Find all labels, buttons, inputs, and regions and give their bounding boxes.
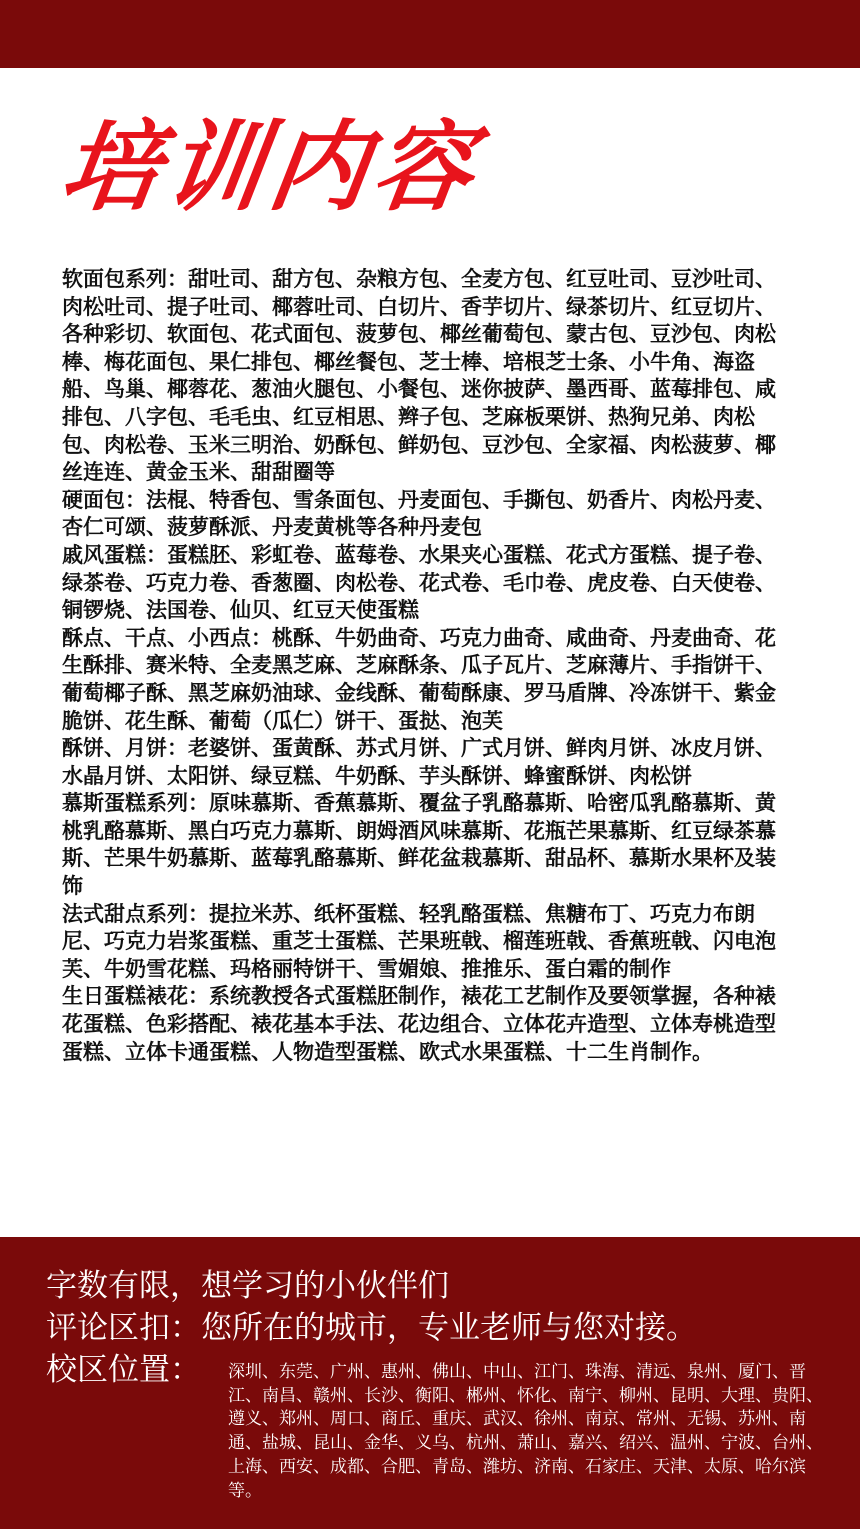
section-chiffon-cake: 戚风蛋糕：蛋糕胚、彩虹卷、蓝莓卷、水果夹心蛋糕、花式方蛋糕、提子卷、绿茶卷、巧克力卷、香葱圈、肉松卷、花式卷、毛巾卷、虎皮卷、白天使卷、铜锣烧、法国卷、仙贝、红豆天使蛋糕 <box>62 542 776 623</box>
footer-line-2: 评论区扣：您所在的城市，专业老师与您对接。 <box>46 1310 697 1346</box>
section-soft-bread: 软面包系列：甜吐司、甜方包、杂粮方包、全麦方包、红豆吐司、豆沙吐司、肉松吐司、提子吐司、椰蓉吐司、白切片、香芋切片、绿茶切片、红豆切片、各种彩切、软面包、花式面包、菠萝包、椰丝葡萄包、蒙古包、豆沙包、肉松棒、梅花面包、果仁排包、椰丝餐包、芝士棒、培根芝士条、小牛角、海盗船、鸟巢、椰蓉花、葱油火腿包、小餐包、迷你披萨、墨西哥、蓝莓排包、咸排包、八字包、毛毛虫、红豆相思、辫子包、芝麻板栗饼、热狗兄弟、肉松包、肉松卷、玉米三明治、奶酥包、鲜奶包、豆沙包、全家福、肉松菠萝、椰丝连连、黄金玉米、甜甜圈等 <box>62 267 776 485</box>
section-pastry-snacks: 酥点、干点、小西点：桃酥、牛奶曲奇、巧克力曲奇、咸曲奇、丹麦曲奇、花生酥排、赛米特、全麦黑芝麻、芝麻酥条、瓜子瓦片、芝麻薄片、手指饼干、葡萄椰子酥、黑芝麻奶油球、金线酥、葡萄酥康、罗马盾牌、冷冻饼干、紫金脆饼、花生酥、葡萄（瓜仁）饼干、蛋挞、泡芙 <box>62 625 776 733</box>
campus-label: 校区位置： <box>46 1352 201 1388</box>
footer-line-1: 字数有限，想学习的小伙伴们 <box>46 1268 449 1304</box>
campus-list: 深圳、东莞、广州、惠州、佛山、中山、江门、珠海、清远、泉州、厦门、晋江、南昌、赣州、长沙、衡阳、郴州、怀化、南宁、柳州、昆明、大理、贵阳、遵义、郑州、周口、商丘、重庆、武汉、徐州、南京、常州、无锡、苏州、南通、盐城、昆山、金华、义乌、杭州、萧山、嘉兴、绍兴、温州、宁波、台州、上海、西安、成都、合肥、青岛、潍坊、济南、石家庄、天津、太原、哈尔滨等。 <box>228 1362 823 1501</box>
page-title: 培训内容 <box>53 111 487 225</box>
section-french-desserts: 法式甜点系列：提拉米苏、纸杯蛋糕、轻乳酪蛋糕、焦糖布丁、巧克力布朗尼、巧克力岩浆蛋糕、重芝士蛋糕、芒果班戟、榴莲班戟、香蕉班戟、闪电泡芙、牛奶雪花糕、玛格丽特饼干、雪媚娘、推推乐、蛋白霜的制作 <box>62 901 776 981</box>
section-mousse-cake: 慕斯蛋糕系列：原味慕斯、香蕉慕斯、覆盆子乳酪慕斯、哈密瓜乳酪慕斯、黄桃乳酪慕斯、黑白巧克力慕斯、朗姆酒风味慕斯、花瓶芒果慕斯、红豆绿茶慕斯、芒果牛奶慕斯、蓝莓乳酪慕斯、鲜花盆栽慕斯、甜品杯、慕斯水果杯及装饰 <box>62 791 776 899</box>
footer-panel <box>0 1237 860 1529</box>
course-content <box>62 266 790 1066</box>
section-birthday-cake-decoration: 生日蛋糕裱花：系统教授各式蛋糕胚制作，裱花工艺制作及要领掌握，各种裱花蛋糕、色彩搭配、裱花基本手法、花边组合、立体花卉造型、立体寿桃造型蛋糕、立体卡通蛋糕、人物造型蛋糕、欧式水果蛋糕、十二生肖制作。 <box>62 984 776 1064</box>
section-hard-bread: 硬面包：法棍、特香包、雪条面包、丹麦面包、手撕包、奶香片、肉松丹麦、杏仁可颂、菠萝酥派、丹麦黄桃等各种丹麦包 <box>62 487 776 540</box>
top-banner <box>0 0 860 68</box>
section-mooncakes: 酥饼、月饼：老婆饼、蛋黄酥、苏式月饼、广式月饼、鲜肉月饼、冰皮月饼、水晶月饼、太阳饼、绿豆糕、牛奶酥、芋头酥饼、蜂蜜酥饼、肉松饼 <box>62 736 776 788</box>
